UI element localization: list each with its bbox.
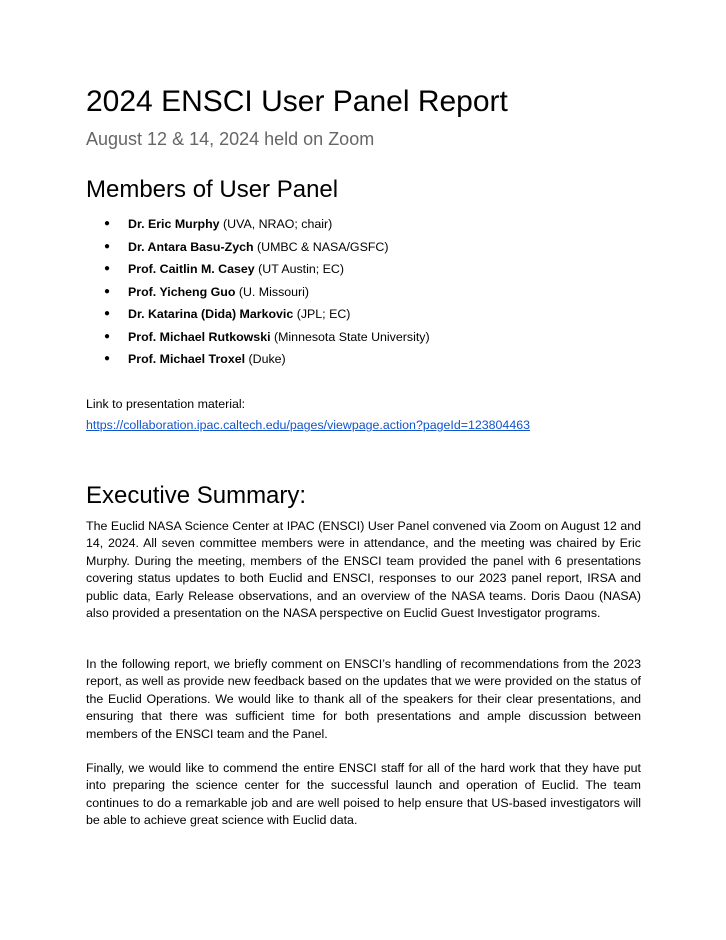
member-item (86, 326, 430, 349)
presentation-link[interactable]: https://collaboration.ipac.caltech.edu/pages/viewpage.action?pageId=123804463 (86, 418, 530, 432)
member-item (86, 348, 430, 371)
bullet-icon: ● (104, 308, 111, 319)
member-name: Dr. Antara Basu-Zych (128, 239, 254, 254)
document-title: 2024 ENSCI User Panel Report (86, 85, 508, 118)
member-item (86, 213, 430, 236)
member-affiliation: (UMBC & NASA/GSFC) (253, 239, 389, 254)
member-affiliation: (UT Austin; EC) (254, 262, 344, 276)
member-name: Dr. Eric Murphy (128, 217, 220, 231)
bullet-icon: ● (104, 240, 111, 252)
member-affiliation: (JPL; EC) (293, 307, 351, 321)
summary-paragraph: Finally, we would like to commend the entire ENSCI staff for all of the hard work that they have put into preparing the science center for the successful launch and operation of Euclid. The team continues to do a remarkable job and are well poised to help ensure that US-based investigators will be able to achieve great science with Euclid data. (86, 761, 641, 828)
bullet-icon: ● (104, 330, 111, 342)
members-list (86, 213, 430, 371)
member-name: Prof. Yicheng Guo (128, 284, 236, 299)
member-name: Prof. Michael Troxel (128, 352, 246, 366)
members-heading: Members of User Panel (86, 176, 339, 203)
bullet-icon: ● (104, 353, 111, 364)
member-name: Prof. Caitlin M. Casey (128, 262, 255, 276)
summary-paragraph: The Euclid NASA Science Center at IPAC (ENSCI) User Panel convened via Zoom on August 12 and 14, 2024. All seven committee members were in attendance, and the meeting was chaired by Eric Murphy. During the meeting, members of the ENSCI team provided the panel with 6 presentations covering status updates to both Euclid and ENSCI, responses to our 2023 panel report, IRSA and public data, Early Release observations, and an overview of the NASA teams. Doris Daou (NASA) also provided a presentation on the NASA perspective on Euclid Guest Investigator programs. (86, 519, 641, 621)
member-affiliation: (Duke) (245, 352, 286, 366)
member-affiliation: (Minnesota State University) (270, 329, 430, 344)
bullet-icon: ● (104, 285, 111, 297)
link-label: Link to presentation material: (86, 397, 246, 411)
member-item (86, 258, 430, 281)
member-item (86, 236, 430, 259)
bullet-icon: ● (104, 218, 111, 229)
document-subtitle: August 12 & 14, 2024 held on Zoom (86, 129, 375, 149)
member-name: Prof. Michael Rutkowski (128, 329, 271, 344)
summary-paragraph: In the following report, we briefly comment on ENSCI’s handling of recommendations from the 2023 report, as well as provide new feedback based on the updates that we were provided on the status of the Euclid Operations. We would like to thank all of the speakers for their clear presentations, and ensuring that there was sufficient time for both presentations and ample discussion between members of the ENSCI team and the Panel. (86, 657, 641, 741)
member-affiliation: (U. Missouri) (235, 284, 310, 299)
member-item (86, 303, 430, 326)
bullet-icon: ● (104, 263, 111, 274)
member-affiliation: (UVA, NRAO; chair) (219, 217, 333, 231)
member-name: Dr. Katarina (Dida) Markovic (128, 307, 294, 321)
executive-summary-heading: Executive Summary: (86, 482, 307, 509)
member-item (86, 281, 430, 304)
